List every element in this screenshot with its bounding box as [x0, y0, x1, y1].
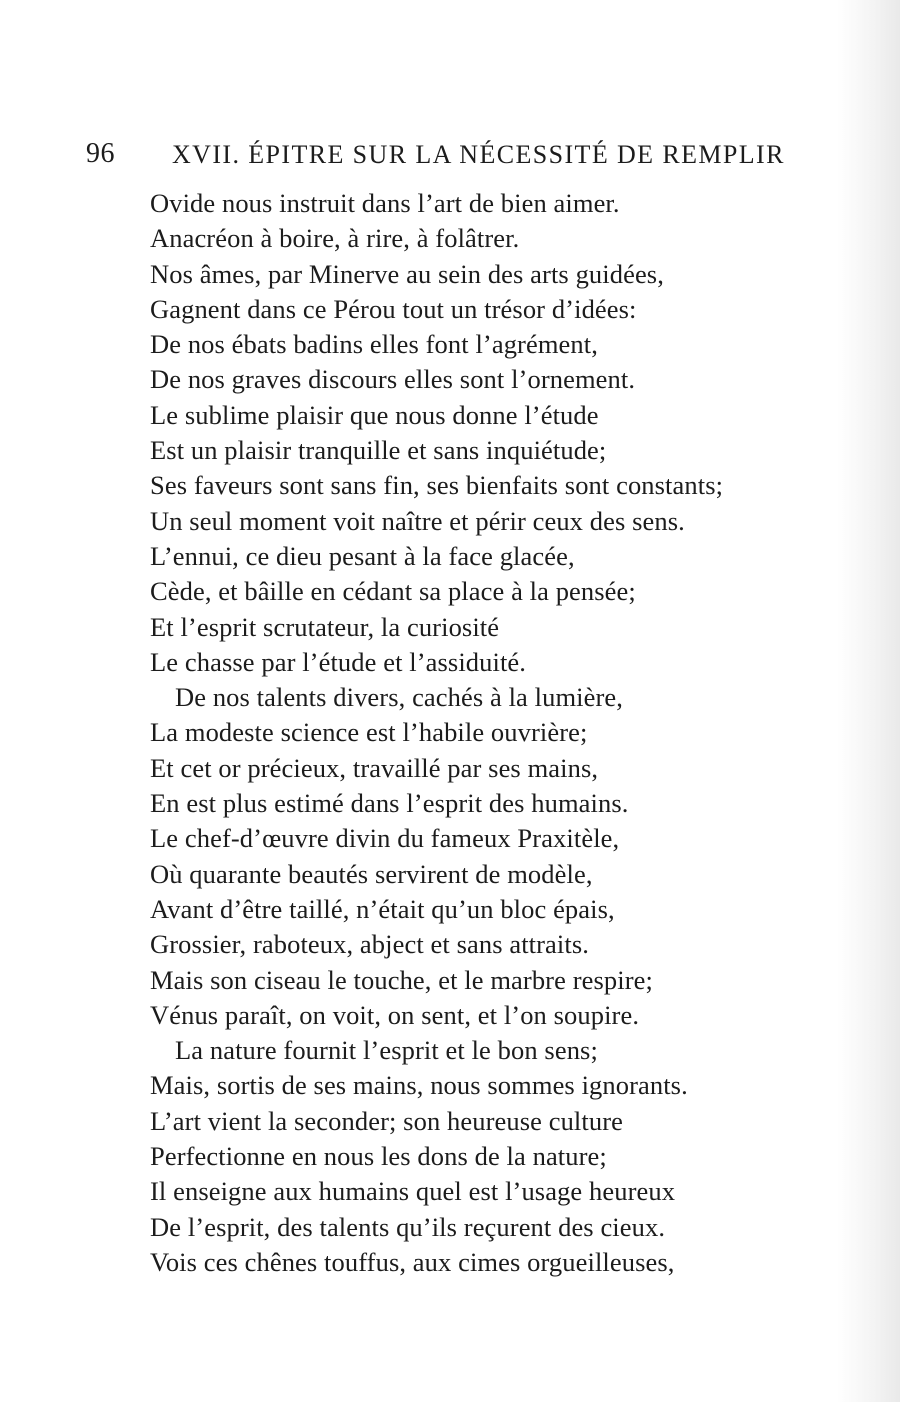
verse-line: De nos talents divers, cachés à la lumière,	[175, 682, 624, 713]
verse-line: Et l’esprit scrutateur, la curiosité	[150, 611, 500, 642]
verse-line: Le sublime plaisir que nous donne l’étude	[150, 399, 599, 430]
verse-line: L’ennui, ce dieu pesant à la face glacée,	[150, 540, 575, 571]
verse-line: Avant d’être taillé, n’était qu’un bloc épais,	[150, 893, 615, 924]
verse-line: Ses faveurs sont sans fin, ses bienfaits sont constants;	[150, 470, 724, 501]
verse-line: Où quarante beautés servirent de modèle,	[150, 858, 593, 889]
verse-line: Nos âmes, par Minerve au sein des arts guidées,	[150, 258, 664, 289]
verse-line: Vénus paraît, on voit, on sent, et l’on soupire.	[150, 999, 640, 1030]
verse-line: En est plus estimé dans l’esprit des humains.	[150, 788, 629, 819]
verse-line: Et cet or précieux, travaillé par ses mains,	[150, 752, 599, 783]
page-number: 96	[86, 138, 115, 169]
verse-line: Mais son ciseau le touche, et le marbre respire;	[150, 964, 653, 995]
poem-body	[150, 186, 790, 1280]
verse-line: Grossier, raboteux, abject et sans attraits.	[150, 929, 589, 960]
verse-line: De l’esprit, des talents qu’ils reçurent des cieux.	[150, 1211, 666, 1242]
verse-line: Ovide nous instruit dans l’art de bien aimer.	[150, 188, 620, 218]
verse-line: Perfectionne en nous les dons de la nature;	[150, 1141, 607, 1172]
verse-line: Vois ces chênes touffus, aux cimes orgueilleuses,	[150, 1246, 675, 1277]
verse-line: Il enseigne aux humains quel est l’usage heureux	[150, 1176, 676, 1207]
verse-line: La modeste science est l’habile ouvrière;	[150, 717, 588, 748]
verse-line: Mais, sortis de ses mains, nous sommes ignorants.	[150, 1070, 688, 1101]
verse-line: De nos ébats badins elles font l’agrément,	[150, 329, 598, 360]
verse-line: L’art vient la seconder; son heureuse culture	[150, 1105, 623, 1136]
verse-line: Anacréon à boire, à rire, à folâtrer.	[150, 223, 520, 254]
verse-line: Le chasse par l’étude et l’assiduité.	[150, 646, 527, 677]
verse-line: La nature fournit l’esprit et le bon sens;	[175, 1035, 598, 1066]
verse-line: Un seul moment voit naître et périr ceux des sens.	[150, 505, 685, 536]
verse-line: Le chef-d’œuvre divin du fameux Praxitèle,	[150, 823, 620, 854]
verse-line: Gagnent dans ce Pérou tout un trésor d’idées:	[150, 293, 637, 324]
running-head	[86, 138, 786, 178]
verse-line: De nos graves discours elles sont l’ornement.	[150, 364, 636, 395]
verse-line: Est un plaisir tranquille et sans inquiétude;	[150, 435, 607, 466]
running-title: XVII. ÉPITRE SUR LA NÉCESSITÉ DE REMPLIR	[172, 140, 785, 169]
verse-line: Cède, et bâille en cédant sa place à la pensée;	[150, 576, 636, 607]
